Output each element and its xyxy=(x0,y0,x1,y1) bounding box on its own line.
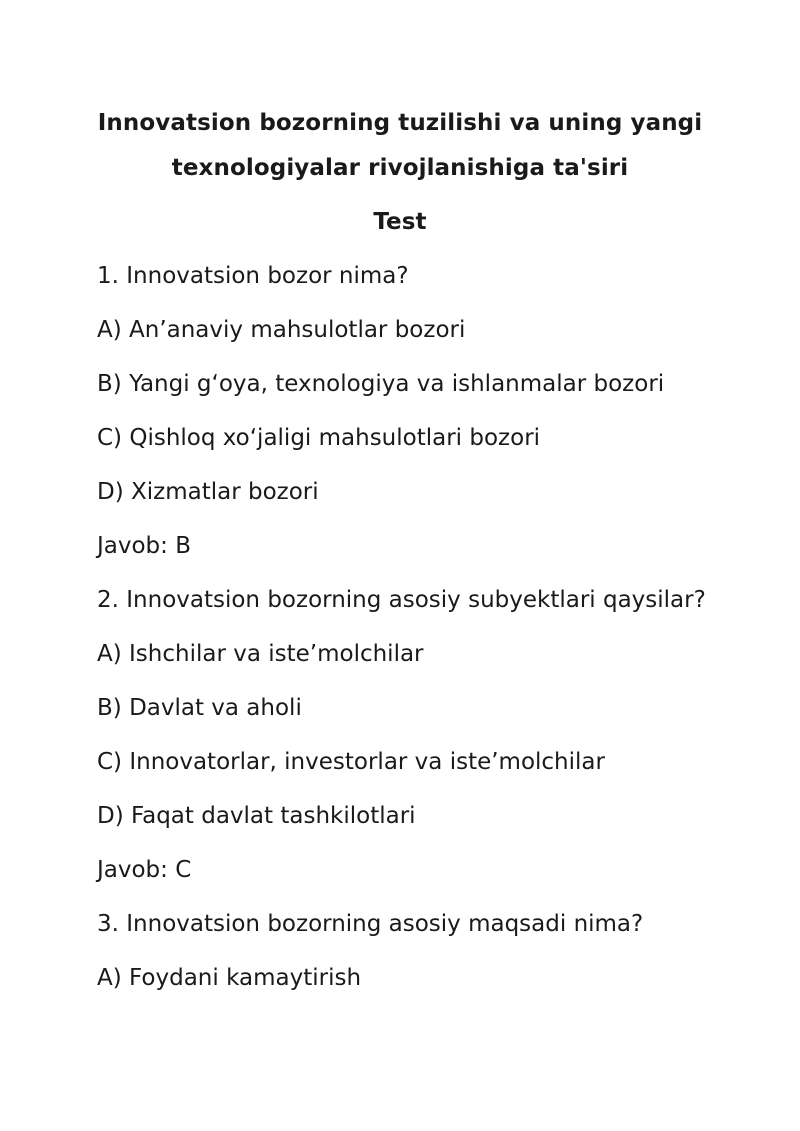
question-1-option-d: D) Xizmatlar bozori xyxy=(97,479,319,505)
document-title-line-1: Innovatsion bozorning tuzilishi va uning yangi xyxy=(97,110,703,136)
question-1-option-b: B) Yangi g‘oya, texnologiya va ishlanmalar bozori xyxy=(97,371,665,397)
question-2-option-d: D) Faqat davlat tashkilotlari xyxy=(97,803,416,829)
question-1-option-c: C) Qishloq xo‘jaligi mahsulotlari bozori xyxy=(97,425,541,451)
question-2-option-a: A) Ishchilar va iste’molchilar xyxy=(97,641,424,667)
question-3: 3. Innovatsion bozorning asosiy maqsadi nima? xyxy=(97,911,644,937)
question-1-answer: Javob: B xyxy=(97,533,191,559)
question-2: 2. Innovatsion bozorning asosiy subyektlari qaysilar? xyxy=(97,587,706,613)
document-title-line-2: texnologiyalar rivojlanishiga ta'siri xyxy=(171,155,629,181)
question-1: 1. Innovatsion bozor nima? xyxy=(97,263,409,289)
question-1-option-a: A) An’anaviy mahsulotlar bozori xyxy=(97,317,466,343)
question-2-answer: Javob: C xyxy=(97,857,192,883)
question-3-option-a: A) Foydani kamaytirish xyxy=(97,965,362,991)
question-2-option-b: B) Davlat va aholi xyxy=(97,695,302,721)
document-subtitle: Test xyxy=(373,209,427,235)
question-2-option-c: C) Innovatorlar, investorlar va iste’molchilar xyxy=(97,749,605,775)
